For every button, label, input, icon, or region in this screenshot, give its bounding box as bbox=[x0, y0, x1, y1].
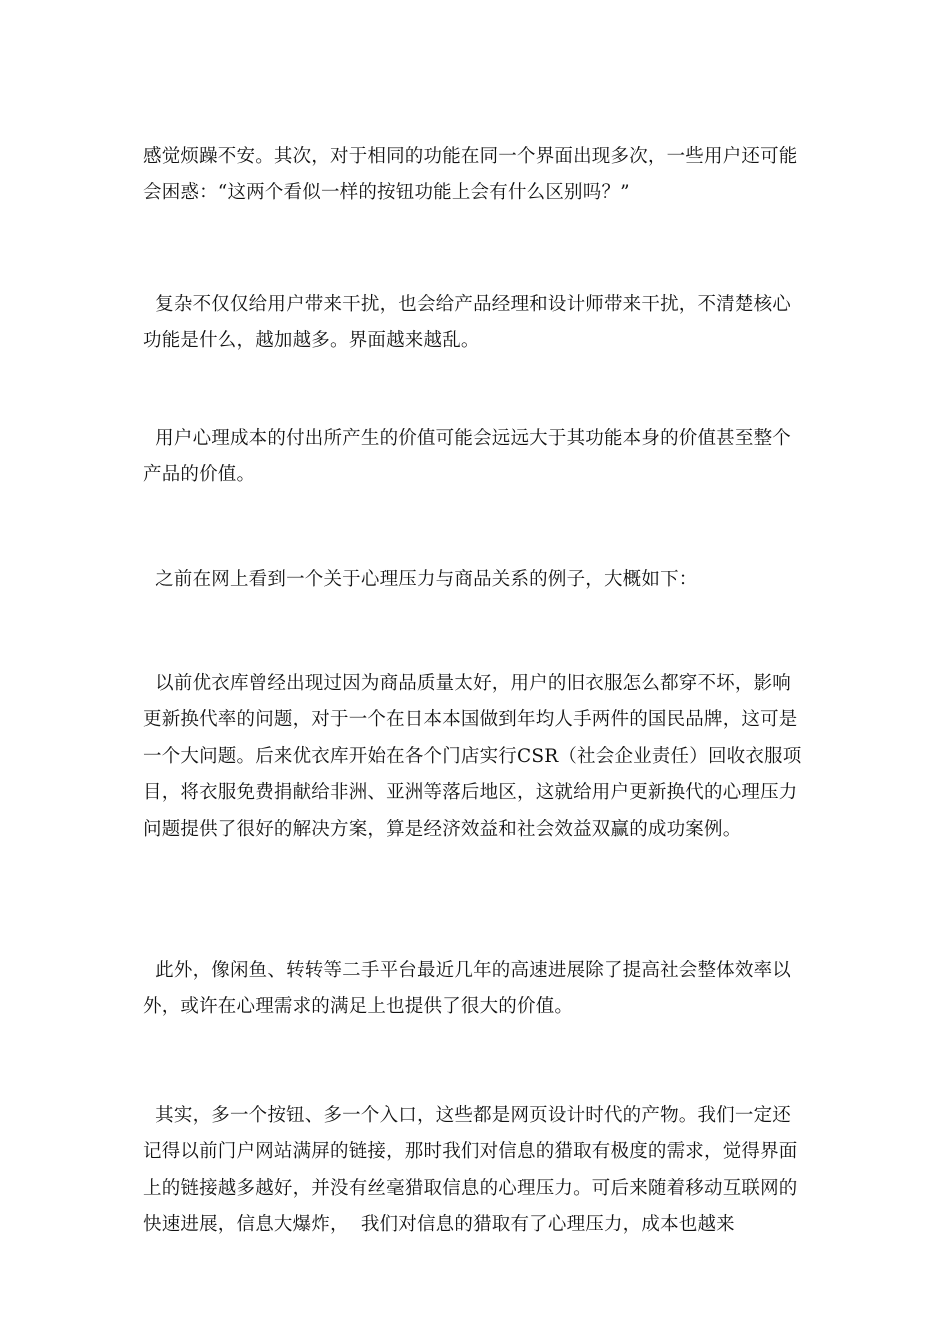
paragraph-3: 用户心理成本的付出所产生的价值可能会远远大于其功能本身的价值甚至整个产品的价值。 bbox=[143, 427, 791, 485]
paragraph-7: 其实，多一个按钮、多一个入口，这些都是网页设计时代的产物。我们一定还记得以前门户网站满屏的链接，那时我们对信息的猎取有极度的需求，觉得界面上的链接越多越好，并没有丝毫猎取信息的心理压力。可后来随着移动互联网的快速进展，信息大爆炸， 我们对信息的猎取有了心理压力，成本也越来 bbox=[143, 1104, 798, 1235]
paragraph-2: 复杂不仅仅给用户带来干扰，也会给产品经理和设计师带来干扰，不清楚核心功能是什么，越加越多。界面越来越乱。 bbox=[143, 293, 791, 351]
paragraph-1: 感觉烦躁不安。其次，对于相同的功能在同一个界面出现多次，一些用户还可能会困惑：“这两个看似一样的按钮功能上会有什么区别吗？” bbox=[143, 145, 798, 203]
paragraph-5: 以前优衣库曾经出现过因为商品质量太好，用户的旧衣服怎么都穿不坏，影响更新换代率的问题，对于一个在日本本国做到年均人手两件的国民品牌，这可是一个大问题。后来优衣库开始在各个门店实行CSR（社会企业责任）回收衣服项目，将衣服免费捐献给非洲、亚洲等落后地区，这就给用户更新换代的心理压力问题提供了很好的解决方案，算是经济效益和社会效益双赢的成功案例。 bbox=[143, 672, 802, 840]
paragraph-4: 之前在网上看到一个关于心理压力与商品关系的例子，大概如下： bbox=[143, 568, 698, 590]
paragraph-6: 此外，像闲鱼、转转等二手平台最近几年的高速进展除了提高社会整体效率以外，或许在心理需求的满足上也提供了很大的价值。 bbox=[143, 959, 791, 1017]
